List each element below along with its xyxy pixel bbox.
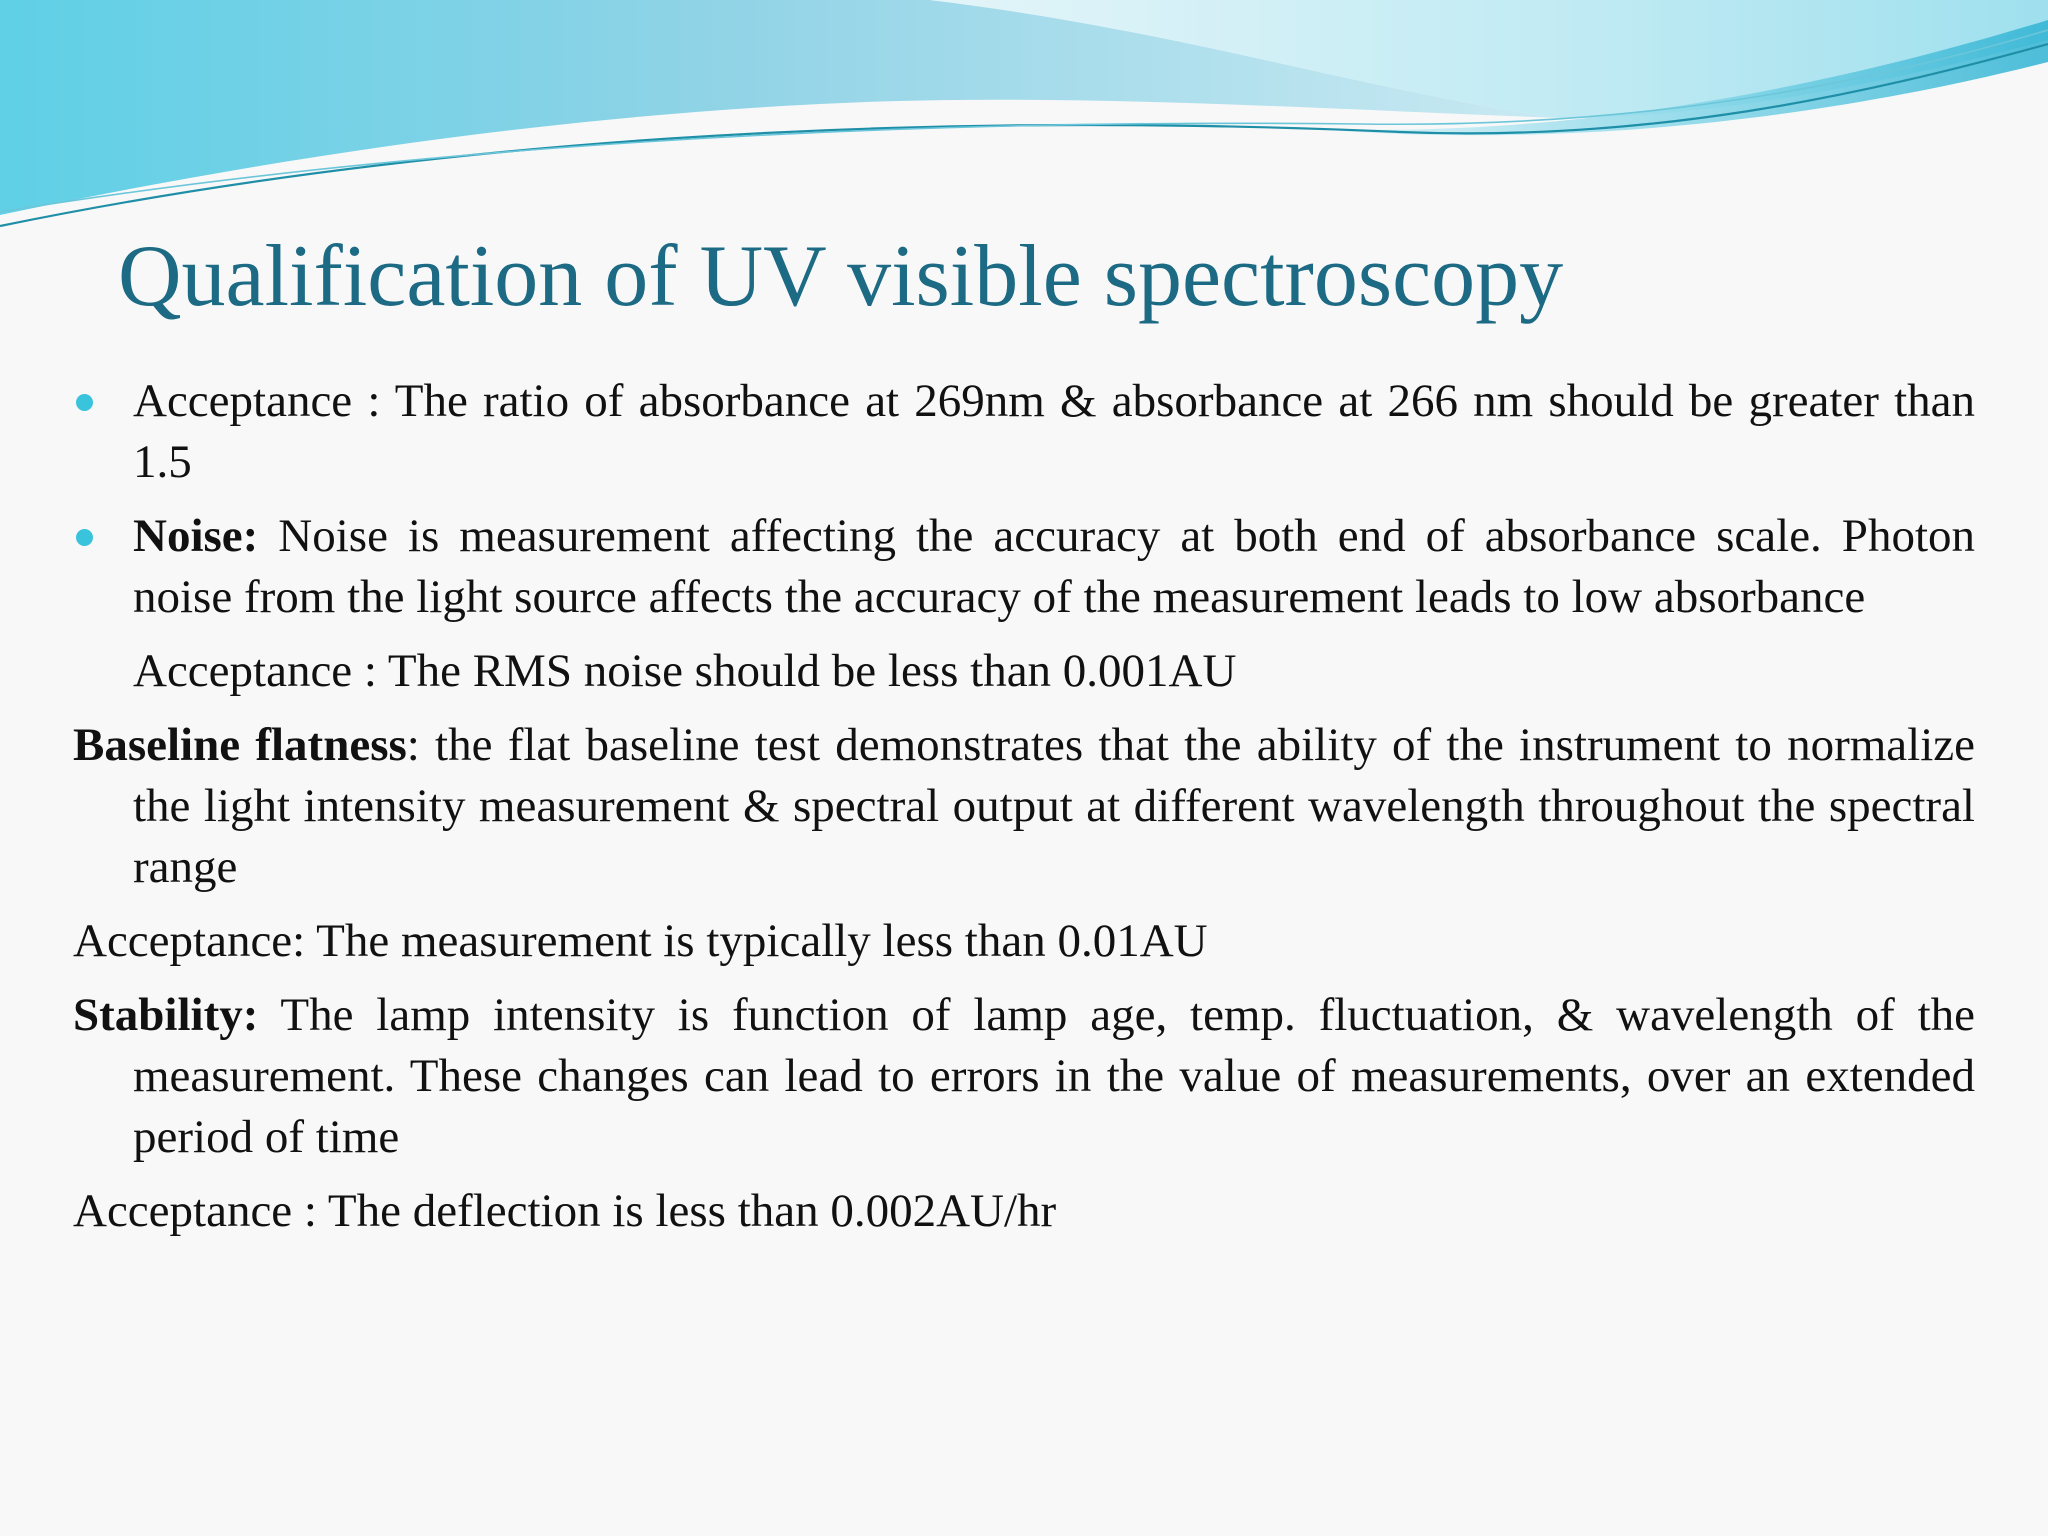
- slide-title: Qualification of UV visible spectroscopy: [118, 228, 1564, 325]
- item-text: The lamp intensity is function of lamp age, temp. fluctuation, & wavelength of the measurement. These changes can lead to errors in the value of measurements, over an extended period of time: [133, 989, 1975, 1163]
- baseline-flatness-paragraph: [73, 715, 1975, 898]
- stability-paragraph: [73, 985, 1975, 1168]
- item-text: Noise is measurement affecting the accuracy at both end of absorbance scale. Photon noise from the light source affects the accuracy of the measurement leads to low absorbance: [133, 510, 1975, 623]
- bullet-icon: [76, 394, 93, 411]
- bullet-noise: [73, 506, 1975, 628]
- item-text: Acceptance : The deflection is less than 0.002AU/hr: [73, 1185, 1057, 1237]
- header-wave-decoration: [0, 0, 2048, 240]
- noise-acceptance: [73, 641, 1975, 702]
- bullet-icon: [76, 529, 93, 546]
- item-lead: Noise:: [133, 510, 259, 562]
- item-text: Acceptance : The RMS noise should be less than 0.001AU: [133, 645, 1237, 697]
- bullet-acceptance-ratio: [73, 371, 1975, 493]
- stability-acceptance: [73, 1181, 1975, 1242]
- item-text: : the flat baseline test demonstrates that the ability of the instrument to normalize the light intensity measurement & spectral output at different wavelength throughout the spectral range: [133, 719, 1975, 893]
- item-text: Acceptance: The measurement is typically less than 0.01AU: [73, 915, 1208, 967]
- baseline-acceptance: [73, 911, 1975, 972]
- slide-body: [73, 371, 1975, 1255]
- item-text: Acceptance : The ratio of absorbance at 269nm & absorbance at 266 nm should be greater than 1.5: [133, 375, 1975, 488]
- item-lead: Stability:: [73, 989, 259, 1041]
- item-lead: Baseline flatness: [73, 719, 407, 771]
